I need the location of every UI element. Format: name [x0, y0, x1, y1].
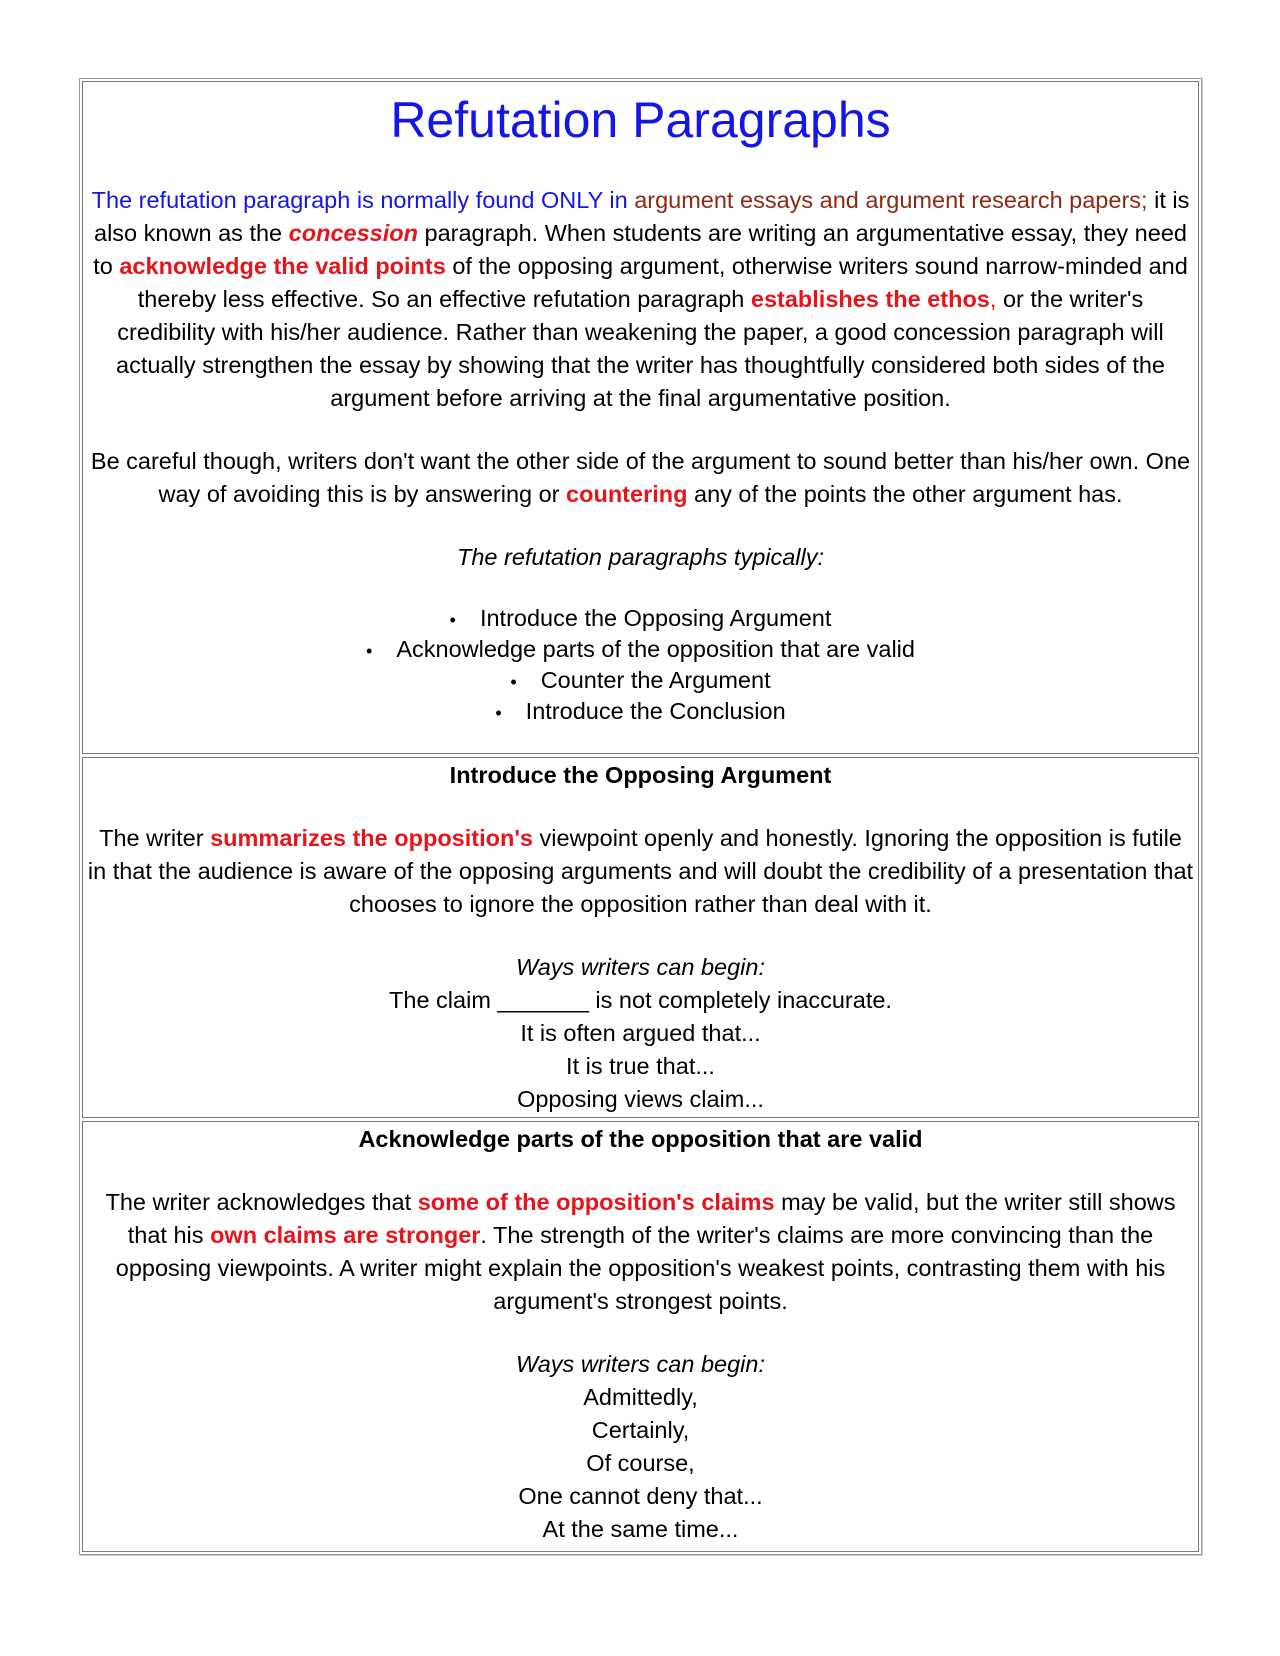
acknowledge-text: The writer acknowledges that: [105, 1189, 412, 1215]
intro-comma: ,: [989, 286, 997, 312]
begin-lines: [87, 984, 1194, 1116]
acknowledge-cell: [82, 1121, 1199, 1552]
content-table: [79, 78, 1202, 1555]
own-claims-term: own claims are stronger: [210, 1222, 481, 1248]
begin-line: Opposing views claim...: [517, 1086, 764, 1112]
begin-lines: [87, 1381, 1194, 1546]
list-item: • Counter the Argument: [87, 666, 1194, 697]
intro-lead-text: The refutation paragraph is normally found ONLY in: [91, 187, 628, 213]
acknowledge-text: . The strength of the writer's claims are more convincing than the opposing viewpoints. A writer might explain the opposition's weakest points, contrasting them with his argument's strongest points.: [115, 1222, 1166, 1314]
begin-label: Ways writers can begin:: [515, 1351, 766, 1377]
begin-line: Certainly,: [591, 1417, 690, 1443]
opposing-paragraph: [87, 822, 1194, 921]
acknowledge-valid-points-term: acknowledge the valid points: [119, 253, 446, 279]
careful-text: any of the points the other argument has.: [694, 481, 1123, 507]
begin-line: Admittedly,: [583, 1384, 698, 1410]
concession-term: concession: [288, 220, 418, 246]
list-item: • Introduce the Opposing Argument: [87, 604, 1194, 635]
intro-paragraph: [87, 184, 1194, 415]
intro-text: paragraph. When students are writing an argumentative essay, they need to: [93, 220, 1187, 279]
establishes-ethos-term: establishes the ethos: [750, 286, 990, 312]
begin-line: It is true that...: [566, 1053, 715, 1079]
acknowledge-text: may be valid, but the writer still shows that his: [127, 1189, 1176, 1248]
begin-line: Of course,: [586, 1450, 695, 1476]
typical-heading: The refutation paragraphs typically:: [456, 544, 825, 570]
intro-text: of the opposing argument, otherwise writers sound narrow-minded and thereby less effective. So an effective refutation paragraph: [137, 253, 1188, 312]
begin-line: At the same time...: [542, 1516, 739, 1542]
careful-paragraph: [87, 445, 1194, 511]
opposition-claims-term: some of the opposition's claims: [417, 1189, 775, 1215]
list-item: • Acknowledge parts of the opposition that are valid: [87, 635, 1194, 666]
intro-cell: [82, 81, 1199, 754]
intro-text: it is also known as the: [94, 187, 1190, 246]
section-heading: Acknowledge parts of the opposition that are valid: [358, 1126, 923, 1152]
summarizes-term: summarizes the opposition's: [210, 825, 534, 851]
opposing-text: viewpoint openly and honestly. Ignoring the opposition is futile in that the audience is aware of the opposing arguments and will doubt the credibility of a presentation that chooses to ignore the opposition rather than deal with it.: [87, 825, 1194, 917]
typical-list: [87, 604, 1194, 728]
begin-line: The claim _______ is not completely inaccurate.: [389, 987, 892, 1013]
page-title: Refutation Paragraphs: [390, 92, 891, 148]
careful-text: Be careful though, writers don't want the other side of the argument to sound better than his/her own. One way of avoiding this is by answering or: [90, 448, 1191, 507]
begin-label: Ways writers can begin:: [515, 954, 766, 980]
begin-line: It is often argued that...: [520, 1020, 761, 1046]
opposing-text: The writer: [99, 825, 204, 851]
countering-term: countering: [566, 481, 688, 507]
section-heading: Introduce the Opposing Argument: [449, 762, 832, 788]
opposing-argument-cell: [82, 757, 1199, 1118]
intro-text: or the writer's credibility with his/her audience. Rather than weakening the paper, a good concession paragraph will actually strengthen the essay by showing that the writer has thoughtfully considered both sides of the argument before arriving at the final argumentative position.: [116, 286, 1165, 411]
begin-line: One cannot deny that...: [518, 1483, 763, 1509]
intro-argument-essays-text: argument essays and argument research papers;: [634, 187, 1148, 213]
acknowledge-paragraph: [87, 1186, 1194, 1318]
list-item: • Introduce the Conclusion: [87, 697, 1194, 728]
